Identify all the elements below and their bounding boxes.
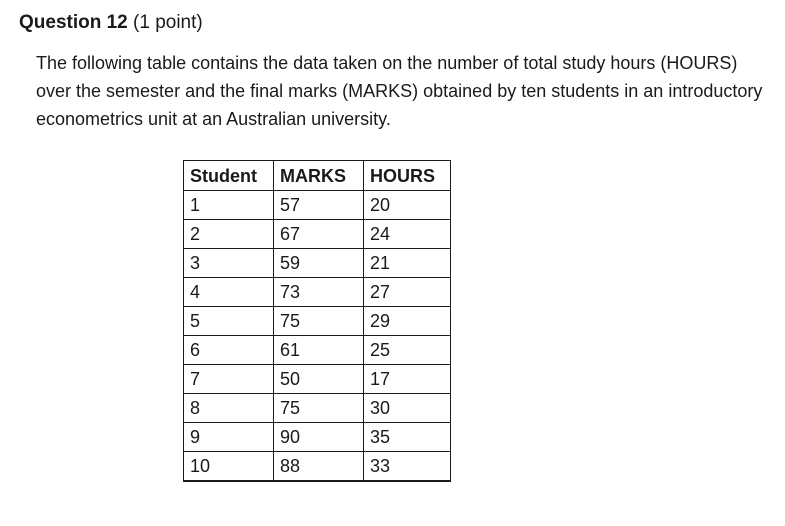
cell-hours: 20 (364, 191, 451, 220)
cell-student: 8 (184, 394, 274, 423)
cell-marks: 75 (274, 307, 364, 336)
cell-hours: 25 (364, 336, 451, 365)
cell-student: 7 (184, 365, 274, 394)
table-row (184, 423, 451, 452)
cell-student: 9 (184, 423, 274, 452)
cell-marks: 61 (274, 336, 364, 365)
cell-hours: 27 (364, 278, 451, 307)
table-row (184, 336, 451, 365)
question-points: (1 point) (133, 12, 203, 33)
cell-marks: 73 (274, 278, 364, 307)
table-row (184, 452, 451, 482)
table-row (184, 365, 451, 394)
question-body (36, 49, 776, 133)
cell-student: 10 (184, 452, 274, 482)
cell-marks: 88 (274, 452, 364, 482)
table-row (184, 249, 451, 278)
table-header-row (184, 161, 451, 191)
cell-student: 4 (184, 278, 274, 307)
data-table (183, 160, 451, 482)
cell-hours: 21 (364, 249, 451, 278)
table-row (184, 307, 451, 336)
cell-student: 6 (184, 336, 274, 365)
table-row (184, 191, 451, 220)
header-student: Student (184, 161, 274, 191)
cell-hours: 17 (364, 365, 451, 394)
cell-marks: 90 (274, 423, 364, 452)
table-row (184, 220, 451, 249)
cell-hours: 24 (364, 220, 451, 249)
cell-marks: 59 (274, 249, 364, 278)
cell-marks: 50 (274, 365, 364, 394)
question-title (19, 11, 203, 35)
table-row (184, 278, 451, 307)
cell-hours: 30 (364, 394, 451, 423)
question-number: Question 12 (19, 12, 128, 33)
cell-marks: 57 (274, 191, 364, 220)
cell-hours: 29 (364, 307, 451, 336)
cell-student: 1 (184, 191, 274, 220)
cell-student: 3 (184, 249, 274, 278)
question-text: The following table contains the data taken on the number of total study hours (HOURS) over the semester and the final marks (MARKS) obtained by ten students in an introductory econometrics unit at an Australian university. (36, 53, 763, 129)
header-hours: HOURS (364, 161, 451, 191)
table-row (184, 394, 451, 423)
cell-marks: 67 (274, 220, 364, 249)
cell-hours: 35 (364, 423, 451, 452)
cell-student: 5 (184, 307, 274, 336)
cell-marks: 75 (274, 394, 364, 423)
header-marks: MARKS (274, 161, 364, 191)
cell-student: 2 (184, 220, 274, 249)
cell-hours: 33 (364, 452, 451, 482)
